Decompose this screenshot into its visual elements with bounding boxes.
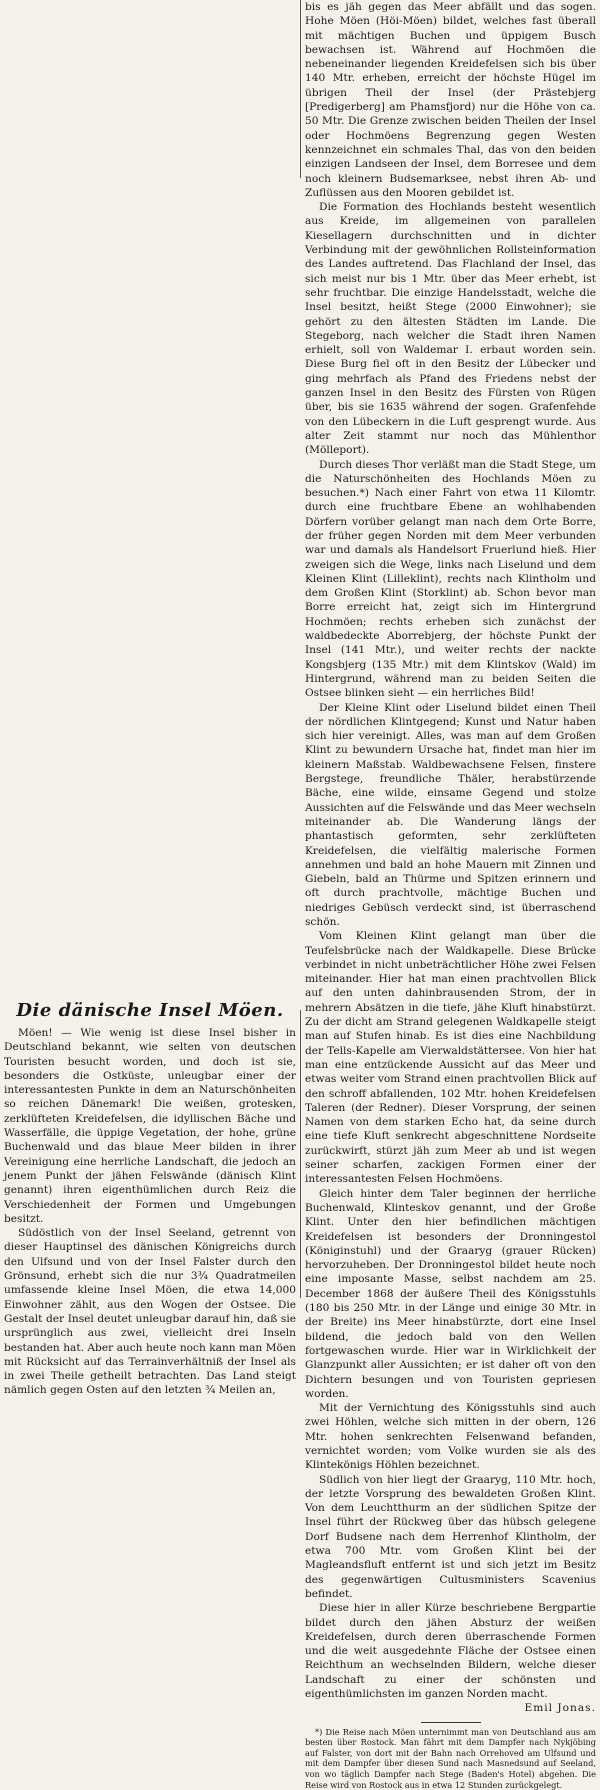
footnote: *) Die Reise nach Möen unternimmt man von Deutschland aus am besten über Rostock. Man fährt mit dem Dampfer nach Nykjöbing auf Falster, von dort mit der Bahn nach Orrehoved am Ulfsund und mit dem Dampfer über diesen Sund nach Masnedsund auf Seeland, von wo täglich Dampfer nach Stege (Baden's Hotel) abgehen. Die Reise wird von Rostock aus in etwa 12 Stunden zurückgelegt. — [305, 1726, 596, 1790]
right-paragraph: Vom Kleinen Klint gelangt man über die Teufelsbrücke nach der Waldkapelle. Diese Brücke verbindet in nicht unbeträchtlicher Höhe zwei Felsen miteinander. Hier hat man einen prachtvollen Blick auf den unten dahinbrausenden Strom, der in mehrern Absätzen in die tiefe, jähe Kluft hinabstürzt. Zu der dicht am Strand gelegenen Waldkapelle steigt man auf Stufen hinab. Es ist dies eine Nachbildung der Tells-Kapelle am Vierwaldstättersee. Von hier hat man eine entzückende Aussicht auf das Meer und etwas weiter vom Strand einen prachtvollen Blick auf den schroff abfallenden, 102 Mtr. hohen Kreidefelsen Taleren (der Redner). Dieser Vorsprung, der seinen Namen von dem starken Echo hat, da seine durch eine tiefe Kluft senkrecht abgeschnittene Nordseite zurückwirft, stürzt jäh zum Meer ab und ist wegen seiner scharfen, zackigen Formen einer der interessantesten Felsen Hochmöens. — [305, 930, 596, 1186]
right-paragraph: Diese hier in aller Kürze beschriebene Bergpartie bildet durch den jähen Absturz der weißen Kreidefelsen, durch deren überraschende Formen und die weit ausgedehnte Fläche der Ostsee einen Reichthum an wechselnden Bildern, welche dieser Landschaft zu einer der schönsten und eigenthümlichsten im ganzen Norden macht. — [305, 1602, 596, 1701]
left-column-continuation-area — [4, 0, 296, 1000]
right-paragraph: Südlich von hier liegt der Graaryg, 110 Mtr. hoch, der letzte Vorsprung des bewaldeten Großen Klint. Von dem Leuchtthurm an der südlichen Spitze der Insel führt der Rückweg über das hübsch gelegene Dorf Budsene nach dem Herrenhof Klintholm, der etwa 700 Mtr. vom Großen Klint bei der Magleandsfluft entfernt ist und sich jetzt im Besitz des gegenwärtigen Cultusministers Scavenius befindet. — [305, 1473, 596, 1600]
author-signature-line — [305, 1701, 596, 1715]
left-paragraph: Südöstlich von der Insel Seeland, getrennt von dieser Hauptinsel des dänischen Königreichs durch den Ulfsund und von der Insel Falster durch den Grönsund, erhebt sich die nur 3¾ Quadratmeilen umfassende kleine Insel Möen, die etwa 14,000 Einwohner zählt, aus den Wogen der Ostsee. Die Gestalt der Insel deutet unleugbar darauf hin, daß sie ursprünglich aus zwei, vielleicht drei Inseln bestanden hat. Aber auch heute noch kann man Möen mit Rücksicht auf das Terrainverhältniß der Insel als in zwei Theile getheilt betrachten. Das Land steigt nämlich gegen Osten auf den letzten ¾ Meilen an, — [4, 1227, 296, 1397]
column-rule-top — [300, 0, 301, 178]
right-paragraph: Der Kleine Klint oder Liselund bildet einen Theil der nördlichen Klintgegend; Kunst und Natur haben sich hier vereinigt. Alles, was man auf dem Großen Klint zu bewundern Ursache hat, findet man hier im kleinern Maßstab. Waldbewachsene Felsen, finstere Bergstege, freundliche Thäler, herabstürzende Bäche, eine wilde, einsame Gegend und stolze Aussichten auf die Felswände und das Meer wechseln miteinander ab. Die Wanderung längs der phantastisch geformten, sehr zerklüfteten Kreidefelsen, die vielfältig malerische Formen annehmen und bald an hohe Mauern mit Zinnen und Giebeln, bald an Thürme und Spitzen erinnern und oft durch prachtvolle, mächtige Buchen und niedriges Gebüsch verdeckt sind, ist überraschend schön. — [305, 701, 596, 928]
right-column — [305, 0, 596, 1790]
right-paragraph: Gleich hinter dem Taler beginnen der herrliche Buchenwald, Klinteskov genannt, und der Große Klint. Unter den hier befindlichen mächtigen Kreidefelsen ist besonders der Dronningestol (Königinstuhl) und der Graaryg (grauer Rücken) hervorzuheben. Der Dronningestol bildet heute noch eine imposante Masse, selbst nachdem am 25. December 1868 der äußere Theil des Königsstuhls (180 bis 250 Mtr. in der Länge und einige 30 Mtr. in der Breite) ins Meer hinabstürzte, dort eine Insel bildend, die jedoch bald von den Wellen fortgewaschen wurde. Hier war in Wirklichkeit der Glanzpunkt aller Aussichten; er ist daher oft von den Dichtern besungen und von Touristen gepriesen worden. — [305, 1187, 596, 1400]
left-column — [4, 0, 296, 1397]
right-paragraph: bis es jäh gegen das Meer abfällt und das sogen. Hohe Möen (Höi-Möen) bildet, welches fast überall mit mächtigen Buchen und üppigem Busch bewachsen ist. Während auf Hochmöen die nebeneinander liegenden Kreidefelsen sich bis über 140 Mtr. erheben, erreicht der höchste Hügel im übrigen Theil der Insel (der Prästebjerg [Predigerberg] am Phamsfjord) nur die Höhe von ca. 50 Mtr. Die Grenze zwischen beiden Theilen der Insel oder Hochmöens Begrenzung gegen Westen kennzeichnet ein schmales Thal, das von den beiden einzigen Landseen der Insel, dem Borresee und dem noch kleinern Budsemarksee, nebst ihren Ab- und Zuflüssen aus den Mooren gebildet ist. — [305, 1, 596, 199]
right-paragraph: Mit der Vernichtung des Königsstuhls sind auch zwei Höhlen, welche sich mitten in der obern, 126 Mtr. hohen senkrechten Felsenwand befanden, vernichtet worden; vom Volke wurden sie als des Klintekönigs Höhlen bezeichnet. — [305, 1402, 596, 1472]
right-paragraph: Durch dieses Thor verläßt man die Stadt Stege, um die Naturschönheiten des Hochlands Möen zu besuchen.*) Nach einer Fahrt von etwa 11 Kilomtr. durch eine fruchtbare Ebene an wohlhabenden Dörfern vorüber gelangt man nach dem Orte Borre, der früher gegen Norden mit dem Meer verbunden war und damals als Handelsort Fruerlund hieß. Hier zweigen sich die Wege, links nach Liselund und dem Kleinen Klint (Lilleklint), rechts nach Klintholm und dem Großen Klint (Storklint) ab. Schon bevor man Borre erreicht hat, zeigt sich im Hintergrund Hochmöen; rechts erheben sich zunächst der waldbedeckte Aborrebjerg, der höchste Punkt der Insel (141 Mtr.), und weiter rechts der nackte Kongsbjerg (135 Mtr.) mit dem Klintskov (Wald) im Hintergrund, während man zu beiden Seiten die Ostsee blinken sieht — ein herrliches Bild! — [305, 458, 596, 700]
left-paragraph: Möen! — Wie wenig ist diese Insel bisher in Deutschland bekannt, wie selten von deutschen Touristen besucht worden, und doch ist sie, besonders die Ostküste, unleugbar einer der interessantesten Punkte in dem an Naturschönheiten so reichen Dänemark! Die weißen, grotesken, zerklüfteten Kreidefelsen, die idyllischen Bäche und Wasserfälle, die üppige Vegetation, der hohe, grüne Buchenwald und das blaue Meer bilden in ihrer Vereinigung eine herrliche Landschaft, die jedoch an jenem Punkt der jähen Felswände (dänisch Klint genannt) ihren eigenthümlichen durch Reiz die Verschiedenheit der Formen und Umgebungen besitzt. — [4, 1027, 296, 1225]
article-title: Die dänische Insel Möen. — [16, 1000, 284, 1021]
footnote-divider — [421, 1722, 481, 1723]
right-paragraph: Die Formation des Hochlands besteht wesentlich aus Kreide, im allgemeinen von parallelen Kiesellagern durchschnitten und in dichter Verbindung mit der gewöhnlichen Rollsteinformation des Landes auftretend. Das Flachland der Insel, das sich meist nur bis 1 Mtr. über das Meer erhebt, ist sehr fruchtbar. Die einzige Handelsstadt, welche die Insel besitzt, heißt Stege (2000 Einwohner); sie gehört zu den ältesten Städten im Lande. Die Stegeborg, nach welcher die Stadt ihren Namen erhielt, soll von Waldemar I. erbaut worden sein. Diese Burg fiel oft in den Besitz der Lübecker und ging mehrfach als Pfand des Friedens nebst der ganzen Insel in den Besitz des Fürsten von Rügen über, bis sie 1635 während der sogen. Grafenfehde von den Lübeckern in die Luft gesprengt wurde. Aus alter Zeit stammt nur noch das Mühlenthor (Mölleport). — [305, 201, 596, 457]
column-rule-bottom — [300, 1010, 301, 1298]
author-signature: Emil Jonas. — [524, 1702, 596, 1715]
